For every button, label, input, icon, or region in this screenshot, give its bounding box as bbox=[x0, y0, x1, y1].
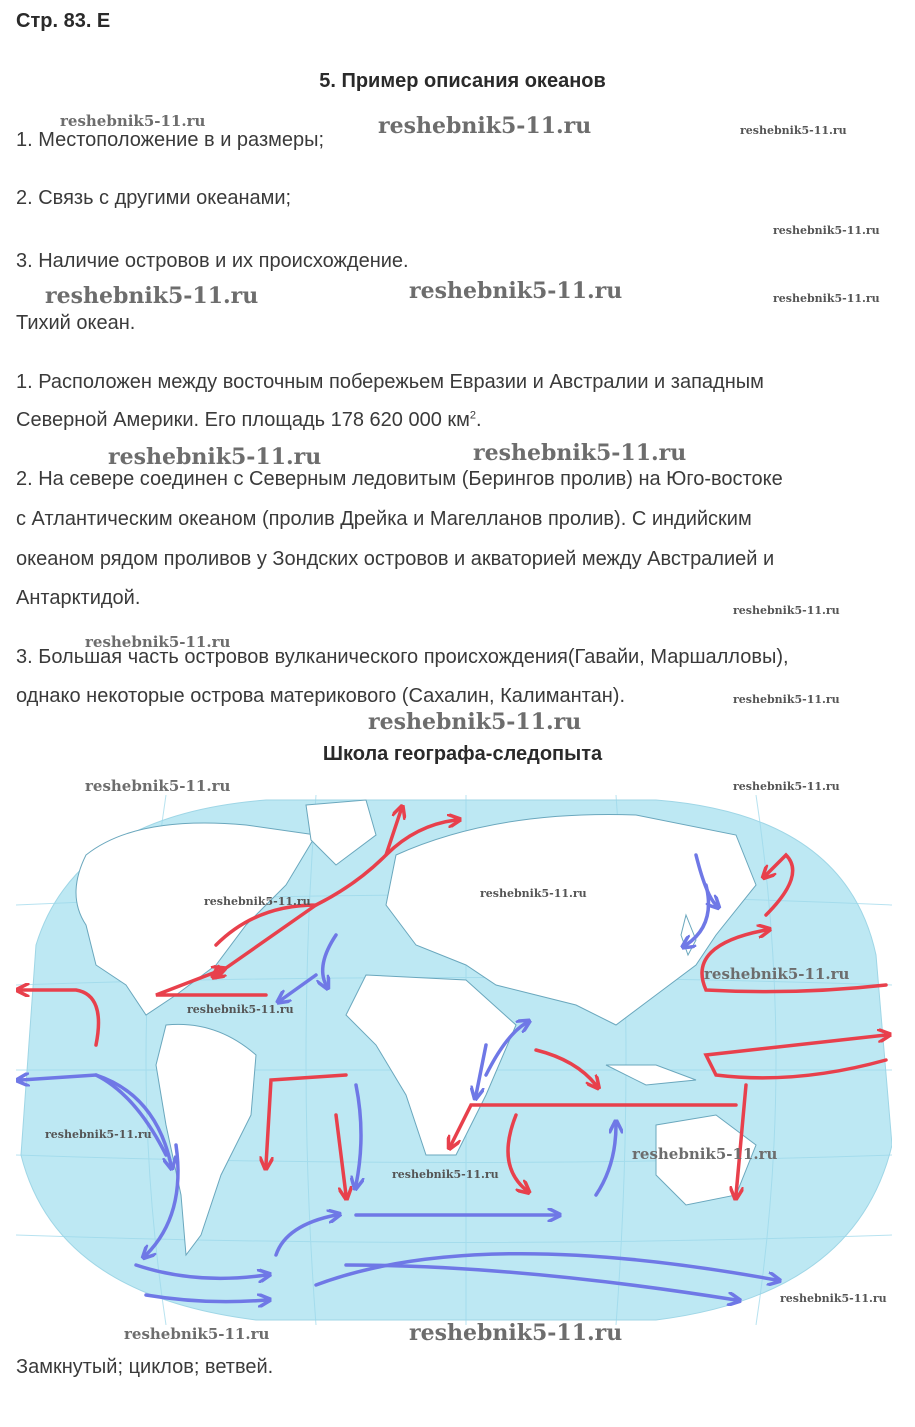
watermark: reshebnik5-11.ru bbox=[733, 693, 840, 706]
item2-line4: Антарктидой. bbox=[16, 587, 141, 609]
plan-item-2: 2. Связь с другими океанами; bbox=[16, 187, 292, 209]
item2-line3: океаном рядом проливов у Зондских островов и акваторией между Австралией и bbox=[16, 548, 775, 570]
watermark: reshebnik5-11.ru bbox=[45, 1128, 152, 1141]
item2-line1: 2. На севере соединен с Северным ледовитым (Берингов пролив) на Юго-востоке bbox=[16, 468, 783, 490]
watermark: reshebnik5-11.ru bbox=[773, 224, 880, 237]
item1-line2-end: . bbox=[476, 409, 482, 431]
watermark: reshebnik5-11.ru bbox=[480, 887, 587, 900]
item1-line2-text: Северной Америки. Его площадь 178 620 000 км bbox=[16, 409, 470, 431]
section-title: 5. Пример описания океанов bbox=[319, 70, 606, 92]
watermark: reshebnik5-11.ru bbox=[409, 1320, 623, 1346]
item2-line2: с Атлантическим океаном (пролив Дрейка и Магелланов пролив). С индийским bbox=[16, 508, 752, 530]
answer-text: Замкнутый; циклов; ветвей. bbox=[16, 1356, 274, 1378]
world-currents-map bbox=[16, 795, 892, 1325]
watermark: reshebnik5-11.ru bbox=[392, 1168, 499, 1181]
watermark: reshebnik5-11.ru bbox=[204, 895, 311, 908]
item1-line1: 1. Расположен между восточным побережьем Евразии и Австралии и западным bbox=[16, 371, 764, 393]
watermark: reshebnik5-11.ru bbox=[60, 112, 206, 130]
watermark: reshebnik5-11.ru bbox=[733, 780, 840, 793]
watermark: reshebnik5-11.ru bbox=[45, 283, 259, 309]
watermark: reshebnik5-11.ru bbox=[773, 292, 880, 305]
ocean-name: Тихий океан. bbox=[16, 312, 136, 334]
watermark: reshebnik5-11.ru bbox=[740, 124, 847, 137]
item3-line1: 3. Большая часть островов вулканического происхождения(Гавайи, Маршалловы), bbox=[16, 646, 789, 668]
watermark: reshebnik5-11.ru bbox=[368, 709, 582, 735]
item1-superscript: 2 bbox=[469, 409, 477, 422]
watermark: reshebnik5-11.ru bbox=[378, 113, 592, 139]
school-title: Школа географа-следопыта bbox=[322, 743, 603, 765]
watermark: reshebnik5-11.ru bbox=[632, 1145, 778, 1163]
plan-item-3: 3. Наличие островов и их происхождение. bbox=[16, 250, 409, 272]
page-header: Стр. 83. Е bbox=[16, 10, 111, 32]
watermark: reshebnik5-11.ru bbox=[780, 1292, 887, 1305]
watermark: reshebnik5-11.ru bbox=[704, 965, 850, 983]
item3-line2: однако некоторые острова материкового (Сахалин, Калимантан). bbox=[16, 685, 625, 707]
watermark: reshebnik5-11.ru bbox=[108, 444, 322, 470]
watermark: reshebnik5-11.ru bbox=[409, 278, 623, 304]
watermark: reshebnik5-11.ru bbox=[85, 777, 231, 795]
watermark: reshebnik5-11.ru bbox=[473, 440, 687, 466]
watermark: reshebnik5-11.ru bbox=[733, 604, 840, 617]
item1-line2 bbox=[16, 409, 482, 432]
watermark: reshebnik5-11.ru bbox=[187, 1003, 294, 1016]
watermark: reshebnik5-11.ru bbox=[85, 633, 231, 651]
watermark: reshebnik5-11.ru bbox=[124, 1325, 270, 1343]
plan-item-1: 1. Местоположение в и размеры; bbox=[16, 129, 325, 151]
